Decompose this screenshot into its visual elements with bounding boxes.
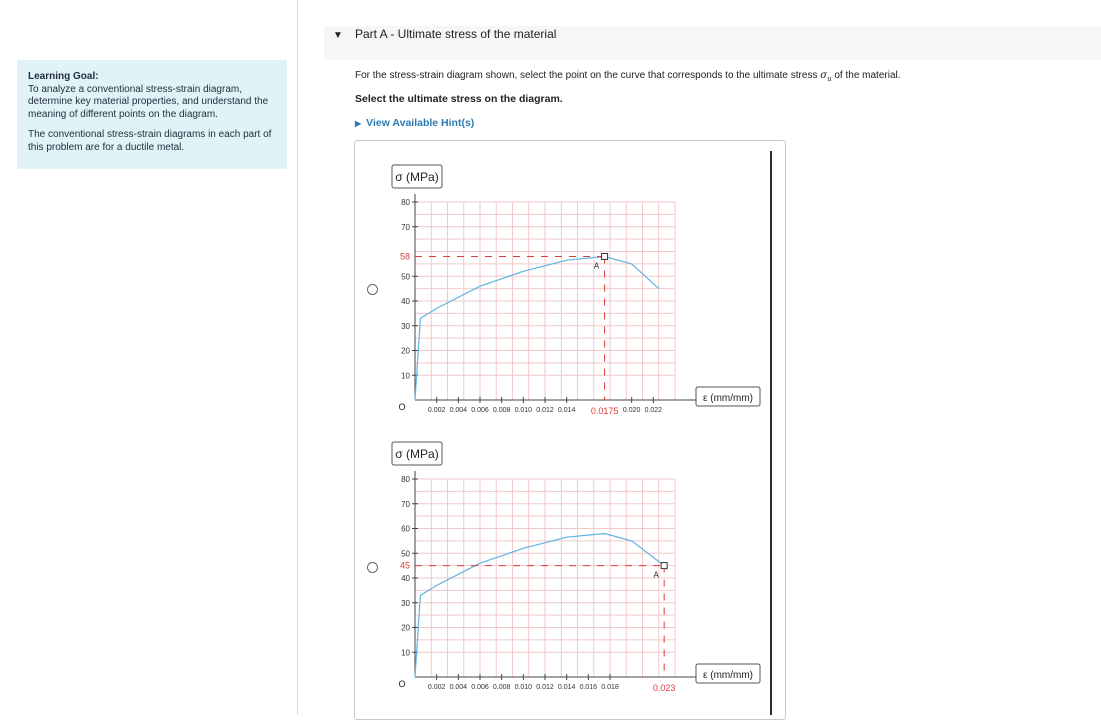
question-text: For the stress-strain diagram shown, select the point on the curve that corresponds to the ultimate stress $\sigma_u$ of the material. <box>355 70 901 83</box>
y-tick-label: 10 <box>401 371 410 381</box>
y-tick-label: 30 <box>401 321 410 331</box>
x-tick-label: 0.004 <box>449 684 468 691</box>
layout-divider <box>297 0 298 715</box>
y-tick-label: 20 <box>401 623 410 633</box>
x-axis-label: ε (mm/mm) <box>703 393 753 404</box>
x-tick-label: 0.012 <box>536 684 554 691</box>
y-tick-label: 40 <box>401 297 410 306</box>
x-tick-label: 0.006 <box>471 684 489 691</box>
x-tick-label: 0.020 <box>622 407 641 414</box>
instruction-text: Select the ultimate stress on the diagram. <box>355 93 563 105</box>
x-tick-label: 0.012 <box>536 407 554 414</box>
x-tick-label: 0.002 <box>427 407 446 414</box>
stress-strain-chart-1[interactable] <box>380 160 770 430</box>
sigma-symbol: $\sigma_u$ <box>820 70 832 83</box>
x-tick-label: 0.016 <box>579 684 598 691</box>
y-axis-label: σ (MPa) <box>395 447 439 461</box>
x-tick-label: 0.014 <box>557 684 576 691</box>
y-tick-label: 70 <box>401 499 410 509</box>
collapse-caret-icon[interactable]: ▼ <box>333 30 343 41</box>
learning-goal-title: Learning Goal: <box>28 71 99 82</box>
x-tick-label: 0.018 <box>601 684 619 691</box>
y-tick-label: 40 <box>401 574 410 583</box>
learning-goal-text: To analyze a conventional stress-strain diagram, determine key material properties, and understand the meaning of different points on the diagram. <box>28 83 269 120</box>
marker-y-label: 58 <box>399 251 410 262</box>
expand-triangle-icon: ▶ <box>355 119 362 128</box>
answer-option-1-radio[interactable] <box>367 284 378 295</box>
x-axis-label: ε (mm/mm) <box>703 670 753 681</box>
x-tick-label: 0.004 <box>449 407 468 414</box>
learning-goal-box <box>17 60 287 169</box>
y-tick-label: 50 <box>401 272 410 282</box>
y-tick-label: 80 <box>401 198 410 207</box>
y-tick-label: 10 <box>401 648 410 658</box>
y-tick-label: 60 <box>401 524 410 534</box>
point-a-marker <box>661 563 667 569</box>
y-tick-label: 70 <box>401 222 410 232</box>
stress-strain-chart-2[interactable] <box>380 437 770 713</box>
origin-label: O <box>398 679 406 689</box>
answer-option-2-radio[interactable] <box>367 562 378 573</box>
x-tick-label: 0.010 <box>514 684 533 691</box>
y-axis-label: σ (MPa) <box>395 170 439 184</box>
part-title: Part A - Ultimate stress of the material <box>355 27 557 41</box>
stress-strain-curve <box>415 534 664 678</box>
x-tick-label: 0.014 <box>557 407 576 414</box>
origin-label: O <box>398 402 406 412</box>
marker-y-label: 45 <box>399 560 410 571</box>
scrollbar[interactable] <box>770 151 772 715</box>
x-tick-label: 0.022 <box>644 407 663 414</box>
learning-goal-note: The conventional stress-strain diagrams in each part of this problem are for a ductile metal. <box>28 129 272 153</box>
marker-x-label: 0.0175 <box>590 406 619 416</box>
x-tick-label: 0.006 <box>471 407 489 414</box>
x-tick-label: 0.002 <box>427 684 446 691</box>
x-tick-label: 0.008 <box>492 407 511 414</box>
view-hints-link[interactable]: ▶ View Available Hint(s) <box>355 117 475 129</box>
stress-strain-curve <box>415 257 659 401</box>
y-tick-label: 50 <box>401 549 410 559</box>
x-tick-label: 0.010 <box>514 407 533 414</box>
part-header[interactable] <box>324 26 1101 60</box>
y-tick-label: 30 <box>401 598 410 608</box>
point-a-marker <box>602 253 608 259</box>
y-tick-label: 80 <box>401 475 410 484</box>
point-a-label: A <box>653 570 659 580</box>
x-tick-label: 0.008 <box>492 684 511 691</box>
y-tick-label: 20 <box>401 346 410 356</box>
point-a-label: A <box>593 261 600 271</box>
marker-x-label: 0.023 <box>652 683 676 693</box>
